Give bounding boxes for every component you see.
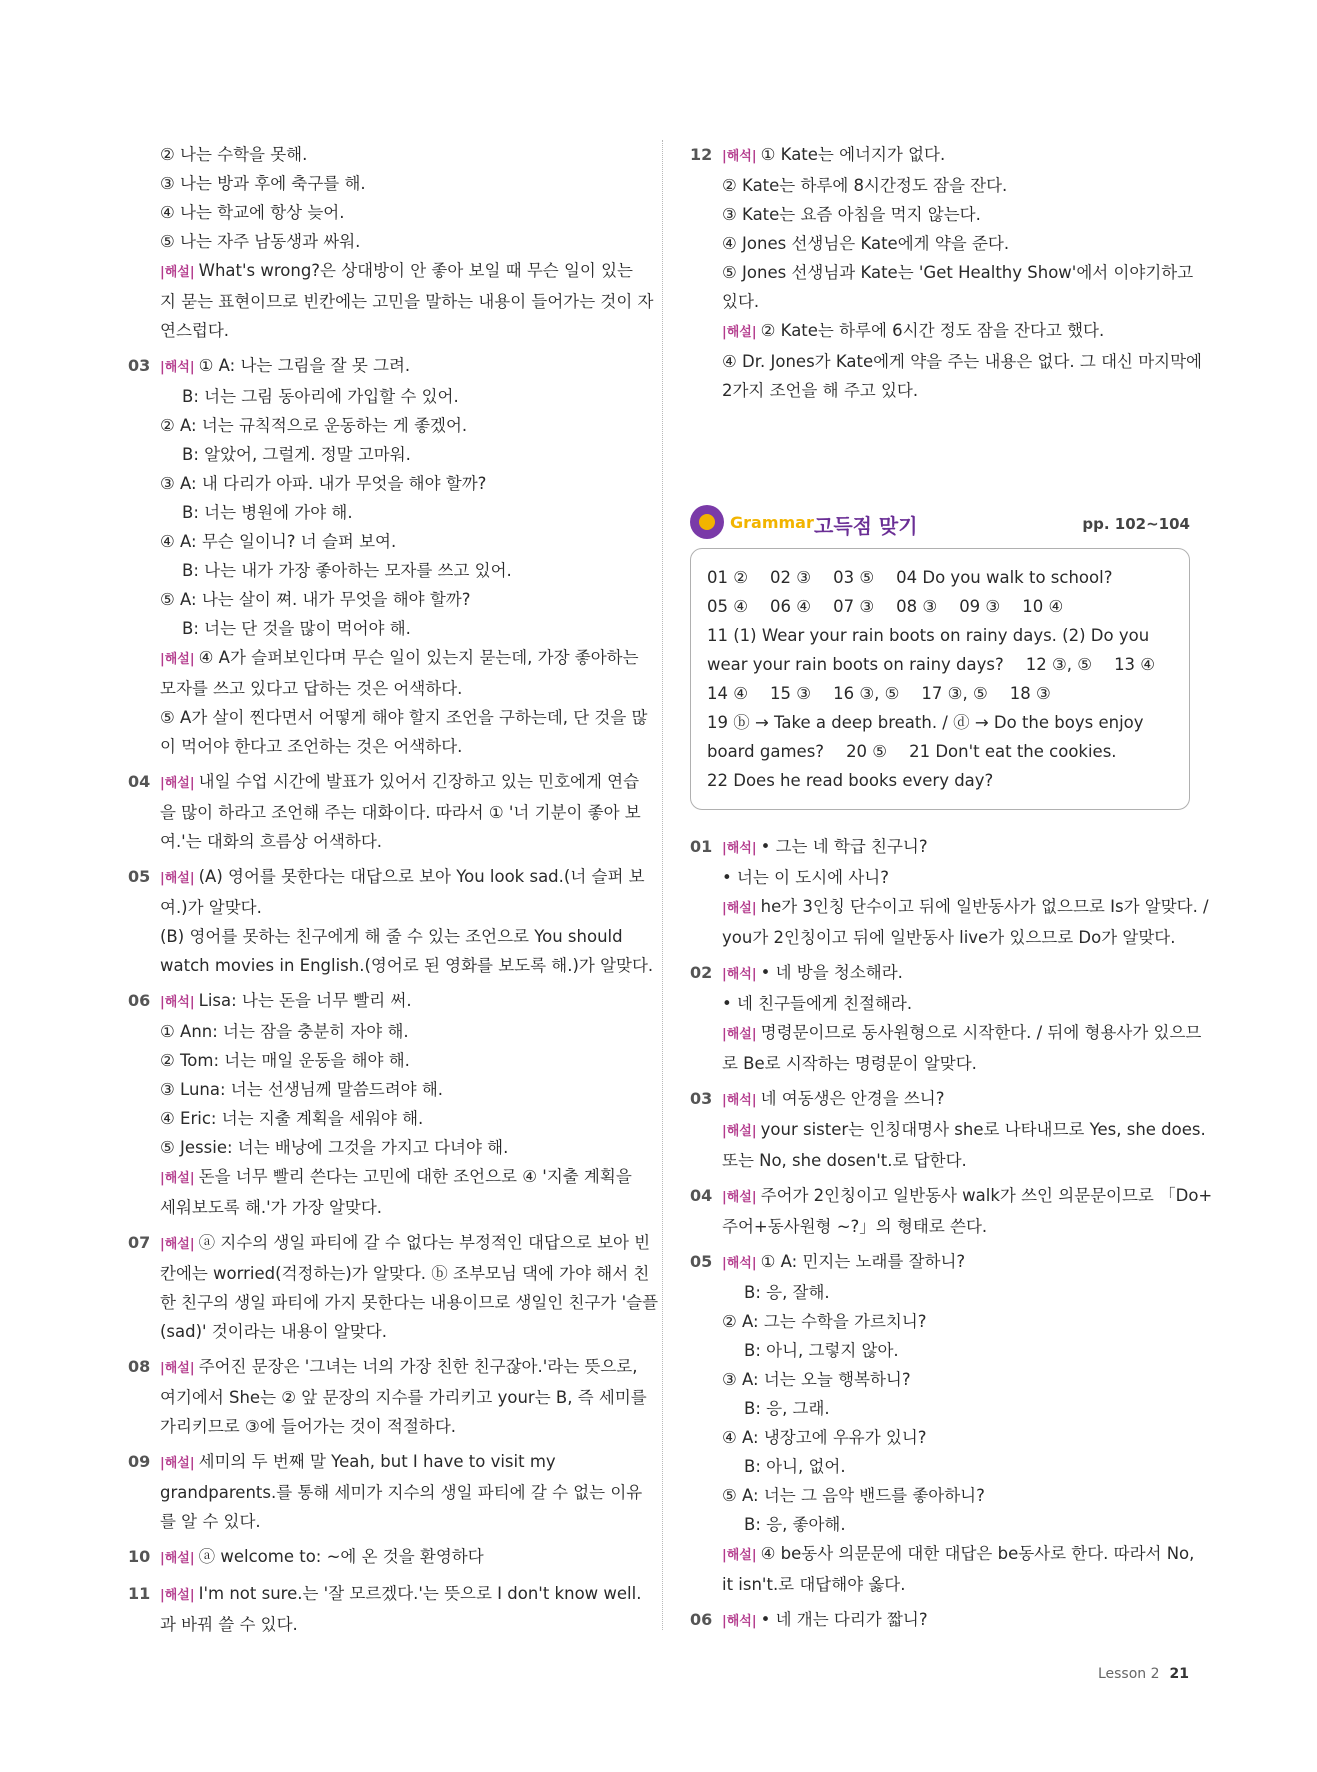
translation-line: Lisa: 나는 돈을 너무 빨리 써. xyxy=(198,991,412,1010)
haeseol-tag: |해설| xyxy=(160,1361,195,1376)
haeseok-tag: |해석| xyxy=(160,995,195,1010)
translation-line: • 네 개는 다리가 짧니? xyxy=(760,1610,928,1629)
explanation-line: (A) 영어를 못한다는 대답으로 보아 You look sad.(너 슬퍼 보 xyxy=(198,867,645,886)
explanation-line: 명령문이므로 동사원형으로 시작한다. / 뒤에 형용사가 있으므 xyxy=(760,1023,1202,1042)
haeseol-tag: |해설| xyxy=(722,1190,757,1205)
question-number: 10 xyxy=(128,1547,151,1566)
grammar-word: Grammar xyxy=(730,513,814,532)
answer-item: 01 ② xyxy=(707,568,749,587)
answer-item: 10 ④ xyxy=(1022,597,1064,616)
haeseok-tag: |해석| xyxy=(722,967,757,982)
explanation-line: ④ Dr. Jones가 Kate에게 약을 주는 내용은 없다. 그 대신 마지막에 xyxy=(722,352,1202,371)
page-footer xyxy=(1098,1666,1189,1682)
explanation-line: What's wrong?은 상대방이 안 좋아 보일 때 무슨 일이 있는 xyxy=(198,261,633,280)
answer-item: 03 ⑤ xyxy=(833,568,875,587)
translation-line: 네 여동생은 안경을 쓰니? xyxy=(760,1089,945,1108)
translation-line: ⑤ Jessie: 너는 배낭에 그것을 가지고 다녀야 해. xyxy=(160,1138,509,1157)
option-line: ③ 나는 방과 후에 축구를 해. xyxy=(160,174,366,193)
answer-item: 07 ③ xyxy=(833,597,875,616)
translation-line: ⑤ Jones 선생님과 Kate는 'Get Healthy Show'에서 이야기하고 xyxy=(722,263,1194,282)
column-divider xyxy=(662,140,663,1630)
answer-item: 19 ⓑ → Take a deep breath. / ⓓ → Do the boys enjoy xyxy=(707,713,1144,732)
explanation-line: ⓐ 지수의 생일 파티에 갈 수 없다는 부정적인 대답으로 보아 빈 xyxy=(198,1233,651,1252)
question-number: 03 xyxy=(690,1089,713,1108)
left-column xyxy=(128,140,659,1645)
explanation-line: it isn't.로 대답해야 옳다. xyxy=(722,1575,906,1594)
answer-item: 17 ③, ⑤ xyxy=(921,684,988,703)
question-number: 02 xyxy=(690,963,713,982)
page-range: pp. 102~104 xyxy=(1082,515,1190,533)
explanation-line: 한 친구의 생일 파티에 가지 못한다는 내용이므로 생일인 친구가 '슬플 xyxy=(160,1293,659,1312)
question-number: 01 xyxy=(690,837,713,856)
explanation-line: 를 알 수 있다. xyxy=(160,1512,261,1531)
answer-item: 18 ③ xyxy=(1009,684,1051,703)
explanation-line: 연스럽다. xyxy=(160,321,230,340)
haeseok-tag: |해석| xyxy=(722,841,757,856)
haeseol-tag: |해설| xyxy=(160,1551,195,1566)
grammar-question-02 xyxy=(690,958,1202,1078)
answer-item: 02 ③ xyxy=(770,568,812,587)
explanation-line: 내일 수업 시간에 발표가 있어서 긴장하고 있는 민호에게 연습 xyxy=(198,772,640,791)
translation-line: ② Kate는 하루에 8시간정도 잠을 잔다. xyxy=(722,176,1008,195)
haeseok-tag: |해석| xyxy=(722,149,757,164)
grammar-question-05 xyxy=(690,1247,1195,1599)
explanation-line: ⓐ welcome to: ~에 온 것을 환영하다 xyxy=(198,1547,484,1566)
haeseol-tag: |해설| xyxy=(160,265,195,280)
explanation-line: I'm not sure.는 '잘 모르겠다.'는 뜻으로 I don't know well. xyxy=(198,1584,642,1603)
explanation-line: 주어진 문장은 '그녀는 너의 가장 친한 친구잖아.'라는 뜻으로, xyxy=(198,1357,638,1376)
translation-line: ⑤ A: 나는 살이 쪄. 내가 무엇을 해야 할까? xyxy=(160,590,471,609)
translation-line: 있다. xyxy=(722,292,760,311)
page-number: 21 xyxy=(1169,1666,1189,1682)
question-06 xyxy=(128,986,633,1222)
translation-line: ① Kate는 에너지가 없다. xyxy=(760,145,946,164)
haeseol-tag: |해설| xyxy=(722,901,757,916)
translation-line: ③ Luna: 너는 선생님께 말씀드려야 해. xyxy=(160,1080,444,1099)
option-line: ② 나는 수학을 못해. xyxy=(160,145,308,164)
question-07 xyxy=(128,1228,659,1346)
haeseok-tag: |해석| xyxy=(160,360,195,375)
translation-line: B: 응, 잘해. xyxy=(744,1283,830,1302)
explanation-line: ④ be동사 의문문에 대한 대답은 be동사로 한다. 따라서 No, xyxy=(760,1544,1195,1563)
question-11 xyxy=(128,1579,642,1639)
answer-item: 12 ③, ⑤ xyxy=(1025,655,1093,674)
translation-line: B: 나는 내가 가장 좋아하는 모자를 쓰고 있어. xyxy=(182,561,512,580)
explanation-line: (sad)' 것이라는 내용이 알맞다. xyxy=(160,1322,387,1341)
explanation-line: 칸에는 worried(걱정하는)가 알맞다. ⓑ 조부모님 댁에 가야 해서 친 xyxy=(160,1264,650,1283)
answer-item: 04 Do you walk to school? xyxy=(896,568,1113,587)
question-number: 05 xyxy=(690,1252,713,1271)
question-10 xyxy=(128,1542,633,1573)
explanation-line: watch movies in English.(영어로 된 영화를 보도록 해.)가 알맞다. xyxy=(160,956,654,975)
question-number: 09 xyxy=(128,1452,151,1471)
translation-line: • 너는 이 도시에 사니? xyxy=(722,868,889,887)
question-number: 05 xyxy=(128,867,151,886)
explanation-line: 주어가 2인칭이고 일반동사 walk가 쓰인 의문문이므로 「Do+ xyxy=(760,1186,1213,1205)
lesson-label: Lesson 2 xyxy=(1097,1666,1160,1682)
translation-line: • 그는 네 학급 친구니? xyxy=(760,837,928,856)
explanation-line: 과 바꿔 쓸 수 있다. xyxy=(160,1615,298,1634)
explanation-line: (B) 영어를 못하는 친구에게 해 줄 수 있는 조언으로 You should xyxy=(160,927,623,946)
explanation-line: 또는 No, she dosen't.로 답한다. xyxy=(722,1151,967,1170)
answer-item: 13 ④ xyxy=(1114,655,1156,674)
question-number: 08 xyxy=(128,1357,151,1376)
explanation-line: 여기에서 She는 ② 앞 문장의 지수를 가리키고 your는 B, 즉 세미를 xyxy=(160,1388,647,1407)
grammar-explanations xyxy=(690,832,1213,1642)
explanation-line: you가 2인칭이고 뒤에 일반동사 live가 있으므로 Do가 알맞다. xyxy=(722,928,1176,947)
question-09 xyxy=(128,1447,643,1536)
explanation-line: 주어+동사원형 ~?」의 형태로 쓴다. xyxy=(722,1217,988,1236)
translation-line: B: 아니, 그렇지 않아. xyxy=(744,1341,899,1360)
translation-line: B: 아니, 없어. xyxy=(744,1457,846,1476)
question-number: 07 xyxy=(128,1233,151,1252)
answer-item: 16 ③, ⑤ xyxy=(833,684,900,703)
haeseol-tag: |해설| xyxy=(160,871,195,886)
question-number: 12 xyxy=(690,145,713,164)
translation-line: ③ A: 내 다리가 아파. 내가 무엇을 해야 할까? xyxy=(160,474,487,493)
haeseol-tag: |해설| xyxy=(722,325,757,340)
translation-line: B: 알았어, 그럴게. 정말 고마워. xyxy=(182,445,411,464)
translation-line: ② Tom: 너는 매일 운동을 해야 해. xyxy=(160,1051,410,1070)
section-title: 고득점 맞기 xyxy=(814,514,918,538)
haeseol-tag: |해설| xyxy=(160,1171,195,1186)
haeseol-tag: |해설| xyxy=(160,1588,195,1603)
answer-item: 11 (1) Wear your rain boots on rainy days. (2) Do you xyxy=(707,626,1150,645)
option-line: ⑤ 나는 자주 남동생과 싸워. xyxy=(160,232,361,251)
translation-line: ③ Kate는 요즘 아침을 먹지 않는다. xyxy=(722,205,981,224)
answer-item: wear your rain boots on rainy days? xyxy=(707,655,1004,674)
haeseok-tag: |해석| xyxy=(722,1093,757,1108)
option-line: ④ 나는 학교에 항상 늦어. xyxy=(160,203,345,222)
explanation-line: 지 묻는 표현이므로 빈칸에는 고민을 말하는 내용이 들어가는 것이 자 xyxy=(160,292,654,311)
answer-item: 06 ④ xyxy=(770,597,812,616)
question-number: 06 xyxy=(690,1610,713,1629)
explanation-line: 2가지 조언을 해 주고 있다. xyxy=(722,381,919,400)
explanation-line: 세워보도록 해.'가 가장 알맞다. xyxy=(160,1198,383,1217)
explanation-line: he가 3인칭 단수이고 뒤에 일반동사가 없으므로 Is가 알맞다. / xyxy=(760,897,1209,916)
answer-item: 22 Does he read books every day? xyxy=(707,771,994,790)
grammar-question-06 xyxy=(690,1605,1190,1636)
translation-line: ④ Eric: 너는 지출 계획을 세워야 해. xyxy=(160,1109,424,1128)
haeseol-tag: |해설| xyxy=(160,776,195,791)
question-04 xyxy=(128,767,641,856)
explanation-line: 여.)가 알맞다. xyxy=(160,898,262,917)
explanation-line: 세미의 두 번째 말 Yeah, but I have to visit my xyxy=(198,1452,556,1471)
translation-line: ② A: 그는 수학을 가르치니? xyxy=(722,1312,927,1331)
haeseol-tag: |해설| xyxy=(160,652,195,667)
answer-key-box xyxy=(690,548,1190,810)
haeseok-tag: |해석| xyxy=(722,1614,757,1629)
translation-line: ② A: 너는 규칙적으로 운동하는 게 좋겠어. xyxy=(160,416,468,435)
translation-line: ④ A: 냉장고에 우유가 있니? xyxy=(722,1428,927,1447)
explanation-line: ⑤ A가 살이 찐다면서 어떻게 해야 할지 조언을 구하는데, 단 것을 많 xyxy=(160,708,648,727)
translation-line: ① A: 나는 그림을 잘 못 그려. xyxy=(198,356,411,375)
question-12 xyxy=(690,140,1202,405)
explanation-line: ② Kate는 하루에 6시간 정도 잠을 잔다고 했다. xyxy=(760,321,1105,340)
question-number: 03 xyxy=(128,356,151,375)
grammar-question-03 xyxy=(690,1084,1206,1175)
translation-line: ④ A: 무슨 일이니? 너 슬퍼 보여. xyxy=(160,532,397,551)
grammar-question-01 xyxy=(690,832,1209,952)
explanation-line: 이 먹어야 한다고 조언하는 것은 어색하다. xyxy=(160,737,463,756)
answer-item: 20 ⑤ xyxy=(846,742,888,761)
haeseol-tag: |해설| xyxy=(160,1237,195,1252)
grammar-logo-icon xyxy=(690,505,724,539)
question-number: 04 xyxy=(128,772,151,791)
explanation-line: 모자를 쓰고 있다고 답하는 것은 어색하다. xyxy=(160,679,463,698)
explanation-line: grandparents.를 통해 세미가 지수의 생일 파티에 갈 수 없는 이유 xyxy=(160,1483,643,1502)
haeseol-tag: |해설| xyxy=(722,1548,757,1563)
translation-line: ① Ann: 너는 잠을 충분히 자야 해. xyxy=(160,1022,409,1041)
answer-item: 05 ④ xyxy=(707,597,749,616)
question-08 xyxy=(128,1352,647,1441)
haeseol-tag: |해설| xyxy=(722,1027,757,1042)
question-number: 04 xyxy=(690,1186,713,1205)
answer-item: board games? xyxy=(707,742,825,761)
haeseol-tag: |해설| xyxy=(160,1456,195,1471)
explanation-line: your sister는 인칭대명사 she로 나타내므로 Yes, she does. xyxy=(760,1120,1206,1139)
answer-item: 15 ③ xyxy=(770,684,812,703)
translation-line: B: 너는 그림 동아리에 가입할 수 있어. xyxy=(182,387,459,406)
answer-item: 21 Don't eat the cookies. xyxy=(909,742,1117,761)
translation-line: • 네 친구들에게 친절해라. xyxy=(722,994,913,1013)
explanation-line: 로 Be로 시작하는 명령문이 알맞다. xyxy=(722,1054,977,1073)
haeseok-tag: |해석| xyxy=(722,1256,757,1271)
explanation-line: 을 많이 하라고 조언해 주는 대화이다. 따라서 ① '너 기분이 좋아 보 xyxy=(160,803,641,822)
translation-line: ③ A: 너는 오늘 행복하니? xyxy=(722,1370,911,1389)
translation-line: B: 응, 좋아해. xyxy=(744,1515,846,1534)
grammar-section-header xyxy=(690,505,1190,541)
translation-line: B: 응, 그래. xyxy=(744,1399,830,1418)
question-03 xyxy=(128,351,648,761)
explanation-line: 여.'는 대화의 흐름상 어색하다. xyxy=(160,832,383,851)
answer-item: 14 ④ xyxy=(707,684,749,703)
question-05 xyxy=(128,862,654,980)
translation-line: ⑤ A: 너는 그 음악 밴드를 좋아하니? xyxy=(722,1486,985,1505)
question-number: 11 xyxy=(128,1584,151,1603)
translation-line: ① A: 민지는 노래를 잘하니? xyxy=(760,1252,966,1271)
haeseol-tag: |해설| xyxy=(722,1124,757,1139)
translation-line: ④ Jones 선생님은 Kate에게 약을 준다. xyxy=(722,234,1010,253)
explanation-line: ④ A가 슬퍼보인다며 무슨 일이 있는지 묻는데, 가장 좋아하는 xyxy=(198,648,639,667)
translation-line: • 네 방을 청소해라. xyxy=(760,963,903,982)
translation-line: B: 너는 병원에 가야 해. xyxy=(182,503,353,522)
answer-item: 09 ③ xyxy=(959,597,1001,616)
right-column xyxy=(690,140,1202,411)
translation-line: B: 너는 단 것을 많이 먹어야 해. xyxy=(182,619,411,638)
question-number: 06 xyxy=(128,991,151,1010)
question-02-continued xyxy=(128,140,654,345)
explanation-line: 가리키므로 ③에 들어가는 것이 적절하다. xyxy=(160,1417,457,1436)
explanation-line: 돈을 너무 빨리 쓴다는 고민에 대한 조언으로 ④ '지출 계획을 xyxy=(198,1167,632,1186)
answer-item: 08 ③ xyxy=(896,597,938,616)
grammar-question-04 xyxy=(690,1181,1213,1241)
